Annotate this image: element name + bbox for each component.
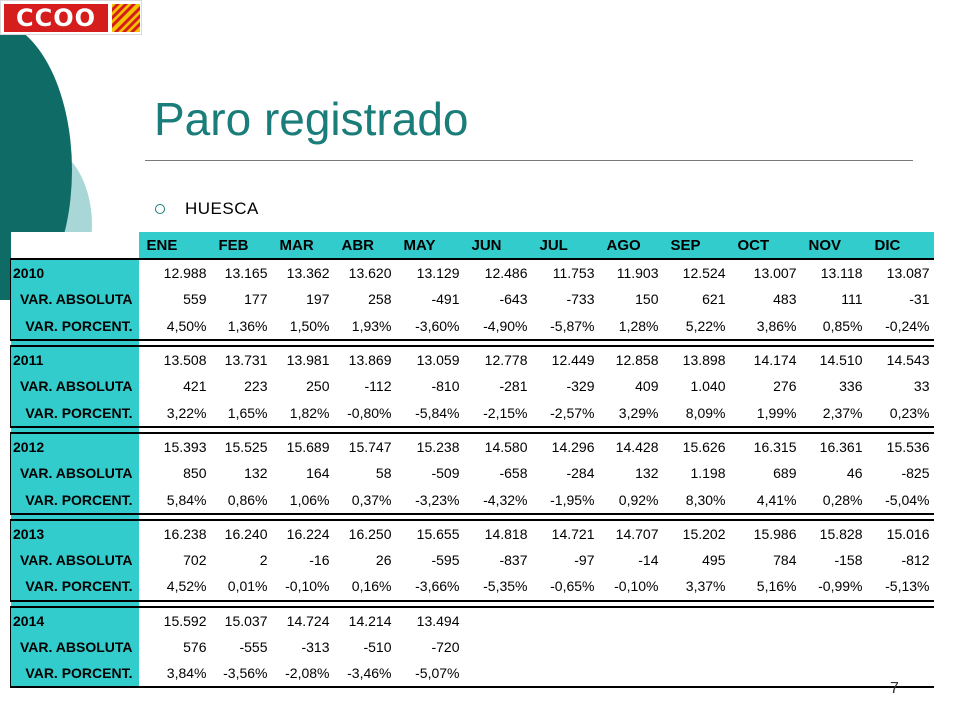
table-cell: -0,10%	[599, 573, 663, 600]
table-cell: -720	[431, 639, 460, 655]
table-cell: -5,07%	[396, 660, 464, 687]
table-cell: 1.198	[690, 465, 726, 482]
table-cell	[867, 634, 934, 660]
table-cell: -97	[574, 552, 595, 569]
month-header-nov: NOV	[801, 232, 867, 259]
table-cell: 14.721	[532, 520, 599, 547]
table-cell: -31	[909, 291, 930, 308]
table-cell: 1,28%	[599, 313, 663, 340]
table-cell: -14	[638, 552, 659, 569]
table-cell: 8,30%	[663, 486, 730, 513]
table-cell: 15.202	[663, 520, 730, 547]
table-cell: 164	[306, 465, 330, 482]
table-cell: -491	[431, 291, 460, 308]
table-cell: 16.238	[139, 520, 211, 547]
var-absoluta-row-2011	[11, 373, 934, 399]
year-row-2014	[11, 607, 934, 634]
table-cell	[532, 634, 599, 660]
table-cell: -284	[566, 465, 595, 482]
row-label: VAR. ABSOLUTA	[11, 547, 139, 573]
month-header-ene: ENE	[139, 232, 211, 259]
hollow-circle-bullet-icon	[155, 204, 165, 214]
table-cell: 2	[259, 552, 268, 569]
table-cell: 14.510	[801, 346, 867, 373]
row-label: VAR. PORCENT.	[11, 313, 139, 340]
table-cell: 14.214	[334, 607, 396, 634]
table-cell: -555	[239, 639, 268, 655]
table-cell: -4,32%	[464, 486, 532, 513]
table-cell: 0,28%	[801, 486, 867, 513]
table-cell: 16.250	[334, 520, 396, 547]
table-cell: 1,82%	[272, 399, 334, 426]
table-cell: 1,65%	[211, 399, 272, 426]
table-cell: -825	[901, 465, 930, 482]
table-cell: -5,35%	[464, 573, 532, 600]
table-cell: 15.525	[211, 433, 272, 460]
table-cell: 132	[635, 465, 659, 482]
table-cell: 13.869	[334, 346, 396, 373]
page-number: 7	[890, 680, 899, 697]
table-cell: 483	[773, 291, 797, 308]
var-absoluta-row-2014	[11, 634, 934, 660]
month-header-jul: JUL	[532, 232, 599, 259]
table-cell: 150	[635, 291, 659, 308]
table-cell: 58	[375, 465, 392, 482]
table-cell: 0,86%	[211, 486, 272, 513]
ccoo-logo	[0, 0, 142, 35]
month-header-sep: SEP	[663, 232, 730, 259]
table-cell: 559	[183, 291, 207, 308]
year-row-2010	[11, 259, 934, 286]
var-absoluta-row-2010	[11, 286, 934, 312]
table-cell: 16.361	[801, 433, 867, 460]
table-cell: -0,65%	[532, 573, 599, 600]
year-row-2012	[11, 433, 934, 460]
table-cell: 14.428	[599, 433, 663, 460]
month-header-feb: FEB	[211, 232, 272, 259]
table-cell: 5,16%	[730, 573, 801, 600]
table-cell: 14.543	[867, 346, 934, 373]
table-cell: -3,23%	[396, 486, 464, 513]
table-cell: 16.224	[272, 520, 334, 547]
table-cell: -658	[499, 465, 528, 482]
row-label: VAR. ABSOLUTA	[11, 460, 139, 486]
table-cell: -0,24%	[867, 313, 934, 340]
year-row-2011	[11, 346, 934, 373]
table-cell: 495	[702, 552, 726, 569]
table-cell: -3,60%	[396, 313, 464, 340]
table-cell: 0,01%	[211, 573, 272, 600]
table-cell: 850	[183, 465, 207, 482]
table-cell: 13.731	[211, 346, 272, 373]
month-header-jun: JUN	[464, 232, 532, 259]
table-cell: -812	[901, 552, 930, 569]
table-cell: -1,95%	[532, 486, 599, 513]
table-cell: -281	[499, 378, 528, 395]
table-cell: 132	[244, 465, 268, 482]
row-label: VAR. PORCENT.	[11, 399, 139, 426]
table-cell: 8,09%	[663, 399, 730, 426]
table-cell: 11.753	[532, 259, 599, 286]
table-cell: 16.315	[730, 433, 801, 460]
row-label: VAR. PORCENT.	[11, 486, 139, 513]
table-cell: 26	[375, 552, 392, 569]
table-cell: -3,46%	[334, 660, 396, 687]
table-cell: -4,90%	[464, 313, 532, 340]
table-cell: 15.238	[396, 433, 464, 460]
table-cell: -837	[499, 552, 528, 569]
table-cell: -2,15%	[464, 399, 532, 426]
table-cell: 13.129	[396, 259, 464, 286]
row-label: VAR. ABSOLUTA	[11, 286, 139, 312]
table-cell: 1,36%	[211, 313, 272, 340]
table-cell: 621	[702, 291, 726, 308]
table-cell: 2,37%	[801, 399, 867, 426]
table-cell: 3,22%	[139, 399, 211, 426]
table-cell: 46	[846, 465, 863, 482]
table-cell	[730, 607, 801, 634]
table-cell: 3,37%	[663, 573, 730, 600]
table-cell: 1,93%	[334, 313, 396, 340]
table-cell: -510	[363, 639, 392, 655]
header-corner	[11, 232, 139, 259]
table-cell: 0,16%	[334, 573, 396, 600]
table-cell: -313	[301, 639, 330, 655]
table-cell: 3,84%	[139, 660, 211, 687]
year-row-2013	[11, 520, 934, 547]
bullet-item	[155, 199, 259, 219]
table-cell: -595	[431, 552, 460, 569]
title-divider	[145, 160, 913, 161]
table-cell: 13.118	[801, 259, 867, 286]
table-cell: 5,84%	[139, 486, 211, 513]
table-cell: 3,86%	[730, 313, 801, 340]
table-cell: 13.898	[663, 346, 730, 373]
table-cell: 16.240	[211, 520, 272, 547]
table-cell: 421	[183, 378, 207, 395]
table-cell: 13.059	[396, 346, 464, 373]
row-label: 2014	[11, 607, 139, 634]
table-cell	[599, 634, 663, 660]
table-cell: 13.087	[867, 259, 934, 286]
table-cell	[730, 660, 801, 687]
table-cell: 14.818	[464, 520, 532, 547]
table-cell: -158	[834, 552, 863, 569]
table-cell: 258	[368, 291, 392, 308]
table-cell: -0,10%	[272, 573, 334, 600]
table-cell: 15.393	[139, 433, 211, 460]
table-cell	[730, 634, 801, 660]
logo-wordmark: CCOO	[4, 4, 108, 32]
table-cell: -2,08%	[272, 660, 334, 687]
row-label: 2010	[11, 259, 139, 286]
table-cell: -0,80%	[334, 399, 396, 426]
table-cell: 13.007	[730, 259, 801, 286]
table-cell: 0,37%	[334, 486, 396, 513]
table-cell	[532, 660, 599, 687]
table-cell	[663, 634, 730, 660]
table-cell: -2,57%	[532, 399, 599, 426]
table-cell: 4,52%	[139, 573, 211, 600]
table-cell: 0,85%	[801, 313, 867, 340]
table-cell: 14.724	[272, 607, 334, 634]
row-label: 2011	[11, 346, 139, 373]
month-header-ago: AGO	[599, 232, 663, 259]
table-cell: -5,87%	[532, 313, 599, 340]
table-cell	[867, 660, 934, 687]
table-cell: 111	[841, 291, 863, 308]
table-cell: 14.707	[599, 520, 663, 547]
table-cell: 13.620	[334, 259, 396, 286]
var-porcent-row-2011	[11, 399, 934, 426]
month-header-abr: ABR	[334, 232, 396, 259]
table-cell: 13.981	[272, 346, 334, 373]
table-cell: 15.592	[139, 607, 211, 634]
table-cell: 250	[306, 378, 330, 395]
table-cell: 12.858	[599, 346, 663, 373]
table-cell	[464, 634, 532, 660]
table-cell	[464, 607, 532, 634]
table-cell	[867, 607, 934, 634]
table-cell: 11.903	[599, 259, 663, 286]
table-cell: 15.747	[334, 433, 396, 460]
table-cell	[801, 634, 867, 660]
table-cell: 14.174	[730, 346, 801, 373]
table-cell: 15.655	[396, 520, 464, 547]
table-cell: 12.524	[663, 259, 730, 286]
table-cell: 5,22%	[663, 313, 730, 340]
table-cell: -5,13%	[867, 573, 934, 600]
table-cell: 409	[635, 378, 659, 395]
table-cell: 12.778	[464, 346, 532, 373]
row-label: VAR. PORCENT.	[11, 660, 139, 687]
table-cell: -5,84%	[396, 399, 464, 426]
table-cell	[801, 660, 867, 687]
table-cell: 13.494	[396, 607, 464, 634]
table-cell: 276	[773, 378, 797, 395]
table-cell: -3,66%	[396, 573, 464, 600]
table-cell: 702	[183, 552, 207, 569]
table-cell	[801, 607, 867, 634]
table-cell	[599, 660, 663, 687]
var-porcent-row-2010	[11, 313, 934, 340]
table-cell: -329	[566, 378, 595, 395]
table-cell: -16	[309, 552, 330, 569]
table-cell: 1.040	[690, 378, 726, 395]
table-cell: 689	[773, 465, 797, 482]
table-cell: 13.362	[272, 259, 334, 286]
table-cell: -0,99%	[801, 573, 867, 600]
table-cell: 223	[244, 378, 268, 395]
table-cell	[663, 660, 730, 687]
table-cell	[464, 660, 532, 687]
row-label: 2013	[11, 520, 139, 547]
unemployment-table	[10, 232, 934, 688]
var-absoluta-row-2012	[11, 460, 934, 486]
aragon-flag-icon	[112, 4, 140, 32]
table-cell: 12.449	[532, 346, 599, 373]
table-cell: 197	[306, 291, 330, 308]
table-cell: 3,29%	[599, 399, 663, 426]
table-cell: 15.016	[867, 520, 934, 547]
table-cell: -5,04%	[867, 486, 934, 513]
table-cell	[599, 607, 663, 634]
var-porcent-row-2014	[11, 660, 934, 687]
table-cell: 15.626	[663, 433, 730, 460]
table-cell: 12.988	[139, 259, 211, 286]
table-cell: 1,50%	[272, 313, 334, 340]
table-cell: 0,92%	[599, 486, 663, 513]
table-cell: 4,50%	[139, 313, 211, 340]
row-label: VAR. ABSOLUTA	[11, 634, 139, 660]
table-cell: -3,56%	[211, 660, 272, 687]
table-cell	[663, 607, 730, 634]
table-cell: 14.296	[532, 433, 599, 460]
table-cell: 1,06%	[272, 486, 334, 513]
row-label: 2012	[11, 433, 139, 460]
table-cell: -810	[431, 378, 460, 395]
table-cell: 15.536	[867, 433, 934, 460]
row-label: VAR. ABSOLUTA	[11, 373, 139, 399]
table-cell: 1,99%	[730, 399, 801, 426]
table-cell: 0,23%	[867, 399, 934, 426]
table-cell: 12.486	[464, 259, 532, 286]
table-cell: -733	[566, 291, 595, 308]
table-cell: 15.037	[211, 607, 272, 634]
var-absoluta-row-2013	[11, 547, 934, 573]
table-cell: 13.165	[211, 259, 272, 286]
table-cell: 177	[244, 291, 268, 308]
table-cell: 15.986	[730, 520, 801, 547]
table-cell: 13.508	[139, 346, 211, 373]
var-porcent-row-2013	[11, 573, 934, 600]
table-cell: -643	[499, 291, 528, 308]
table-cell: 14.580	[464, 433, 532, 460]
month-header-mar: MAR	[272, 232, 334, 259]
table-cell: 336	[839, 378, 863, 395]
month-header-dic: DIC	[867, 232, 934, 259]
row-label: VAR. PORCENT.	[11, 573, 139, 600]
table-cell	[532, 607, 599, 634]
table-cell: 33	[913, 378, 930, 395]
month-header-oct: OCT	[730, 232, 801, 259]
table-cell: -112	[364, 378, 392, 395]
table-cell: 576	[183, 639, 207, 655]
var-porcent-row-2012	[11, 486, 934, 513]
month-header-may: MAY	[396, 232, 464, 259]
table-cell: -509	[431, 465, 460, 482]
table-cell: 15.828	[801, 520, 867, 547]
slide-title: Paro registrado	[154, 93, 469, 145]
table-cell: 4,41%	[730, 486, 801, 513]
month-header-row	[11, 232, 934, 259]
bullet-text-province: HUESCA	[185, 199, 259, 218]
table-cell: 784	[773, 552, 797, 569]
table-cell: 15.689	[272, 433, 334, 460]
